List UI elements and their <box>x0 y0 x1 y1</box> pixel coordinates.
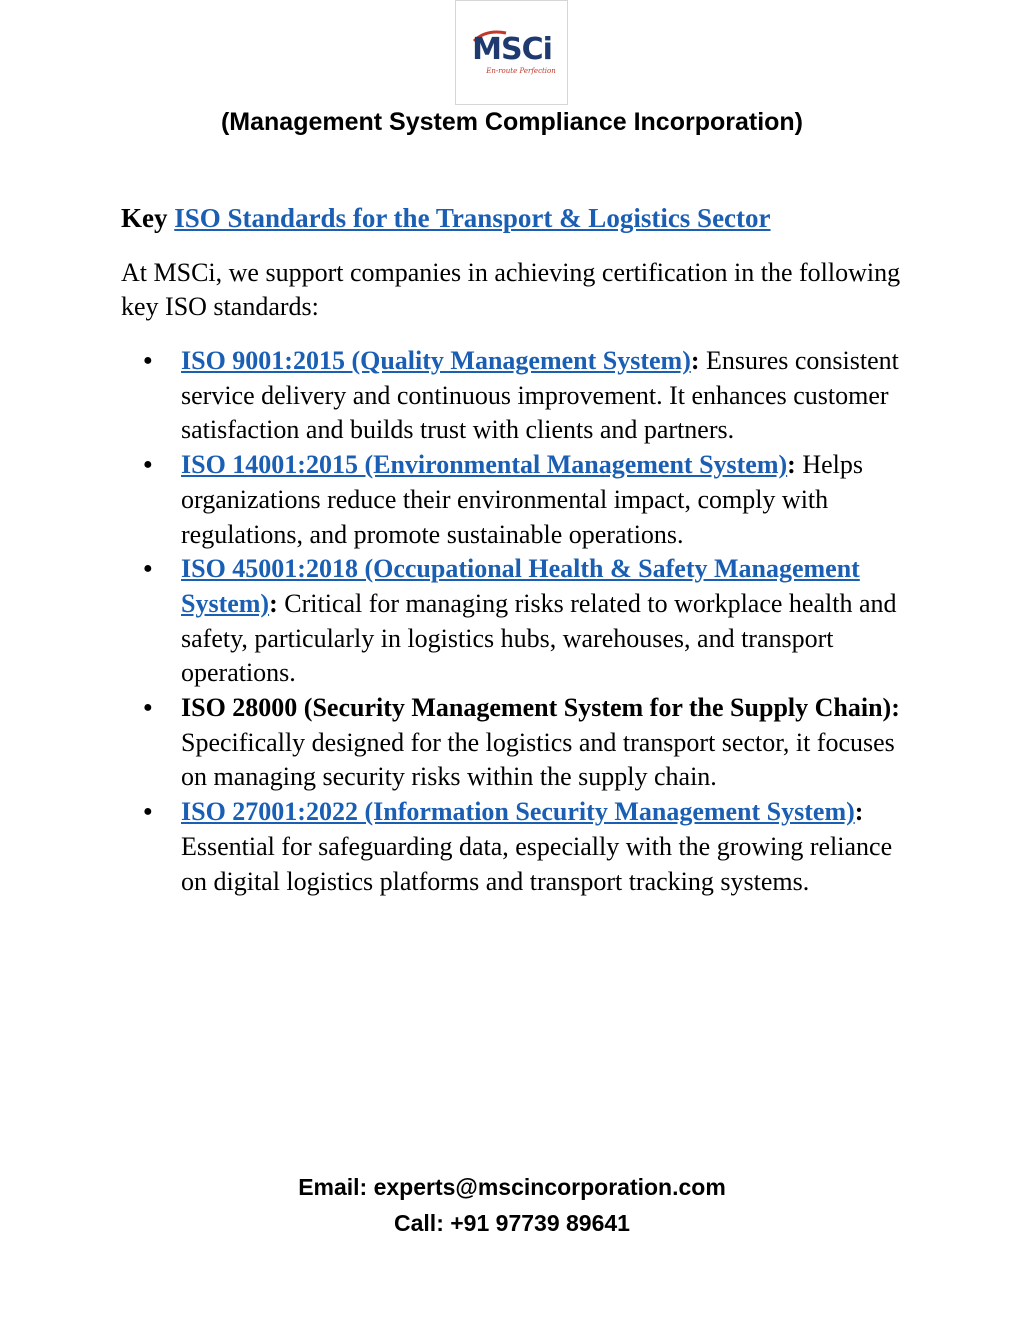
bullet-icon: ● <box>143 456 153 474</box>
title-separator: : <box>787 450 796 480</box>
standard-title: ISO 28000 (Security Management System for the Supply Chain) <box>181 693 892 723</box>
logo-tagline: En-route Perfection <box>486 67 556 75</box>
list-item <box>121 552 911 691</box>
iso-standards-link[interactable]: ISO Standards for the Transport & Logistics Sector <box>174 203 771 233</box>
company-logo <box>455 0 568 105</box>
standard-title-link[interactable]: ISO 9001:2015 (Quality Management System) <box>181 346 691 375</box>
list-item <box>121 344 911 448</box>
contact-phone: Call: +91 97739 89641 <box>394 1210 630 1236</box>
list-item <box>121 691 911 795</box>
standard-title-link[interactable]: ISO 27001:2022 (Information Security Management System) <box>181 797 855 827</box>
bullet-icon: ● <box>143 699 153 717</box>
bullet-icon: ● <box>143 803 153 821</box>
standard-description: Ensures consistent service delivery and continuous improvement. It enhances customer satisfaction and builds trust with clients and partners. <box>181 346 899 445</box>
title-separator: : <box>891 693 900 723</box>
iso-standards-list <box>121 344 911 899</box>
contact-email: Email: experts@mscincorporation.com <box>298 1174 726 1200</box>
bullet-icon: ● <box>143 560 153 578</box>
list-item <box>121 795 911 899</box>
standard-description: Helps organizations reduce their environmental impact, comply with regulations, and promote sustainable operations. <box>181 450 864 549</box>
standard-description: Essential for safeguarding data, especially with the growing reliance on digital logistics platforms and transport tracking systems. <box>181 831 893 896</box>
organization-name: (Management System Compliance Incorporation) <box>220 108 804 136</box>
standard-description: Critical for managing risks related to workplace health and safety, particularly in logistics hubs, warehouses, and transport operations. <box>181 588 897 688</box>
intro-paragraph: At MSCi, we support companies in achieving certification in the following key ISO standards: <box>121 258 901 321</box>
section-heading <box>121 200 911 236</box>
standard-description: Specifically designed for the logistics and transport sector, it focuses on managing security risks within the supply chain. <box>181 727 895 792</box>
title-separator: : <box>269 588 278 618</box>
standard-title-link[interactable]: ISO 14001:2015 (Environmental Management System) <box>181 450 788 480</box>
title-separator: : <box>690 346 700 375</box>
heading-prefix: Key <box>121 203 168 233</box>
list-item <box>121 448 911 552</box>
standard-title-link[interactable]: ISO 45001:2018 (Occupational Health & Safety Management System) <box>181 554 860 618</box>
logo-letters-rest: SCi <box>500 32 552 67</box>
document-body <box>121 200 911 899</box>
logo-wordmark <box>462 32 562 67</box>
title-separator: : <box>854 797 864 827</box>
logo-letter-m: M <box>472 32 501 67</box>
bullet-icon: ● <box>143 352 153 369</box>
